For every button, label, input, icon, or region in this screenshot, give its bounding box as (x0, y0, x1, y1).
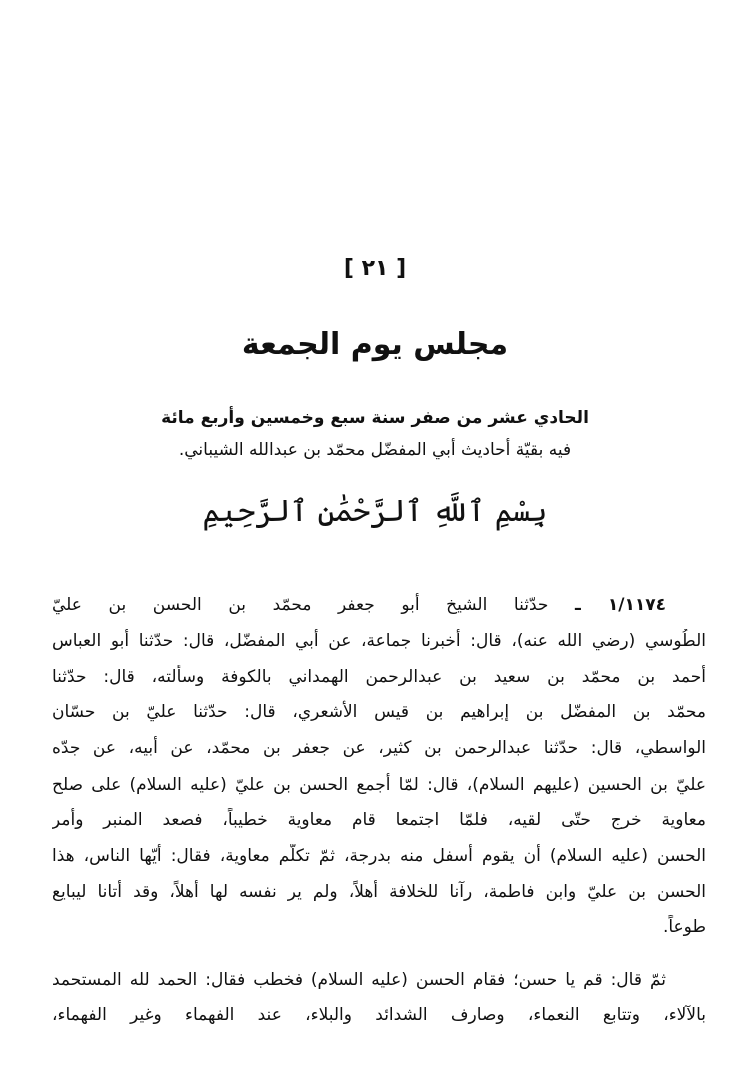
text-line: الحسن بن عليّ وابن فاطمة، رآنا للخلافة أهلاً، ولم ير نفسه لها أهلاً، وقد أتانا ليبايع (52, 882, 706, 902)
subtitle-description: فيه بقيّة أحاديث أبي المفضّل محمّد بن عبدالله الشيباني. (178, 440, 572, 460)
text-line (52, 593, 706, 617)
subtitle-date: الحادي عشر من صفر سنة سبع وخمسين وأربع مائة (161, 408, 589, 428)
line-text: حدّثنا الشيخ أبو جعفر محمّد بن الحسن بن عليّ (52, 595, 549, 615)
section-number: [ ٢١ ] (343, 256, 407, 281)
text-line: ثمّ قال: قم يا حسن؛ فقام الحسن (عليه السلام) فخطب فقال: الحمد لله المستحمد (52, 970, 666, 990)
text-line: طوعاً. (662, 917, 706, 937)
hadith-number: ١/١١٧٤ ـ (574, 595, 666, 615)
text-line: أحمد بن محمّد بن سعيد بن عبدالرحمن الهمداني بالكوفة وسألته، قال: حدّثنا (52, 667, 706, 687)
text-line: معاوية خرج حتّى لقيه، فلمّا اجتمعا قام معاوية خطيباً، فصعد المنبر وأمر (52, 810, 706, 830)
page-title: مجلس يوم الجمعة (241, 327, 509, 362)
text-line: الحسن (عليه السلام) أن يقوم أسفل منه بدرجة، ثمّ تكلّم معاوية، فقال: أيّها الناس، هذا (52, 846, 706, 866)
text-line: الواسطي، قال: حدّثنا عبدالرحمن بن كثير، عن جعفر بن محمّد، عن أبيه، عن جدّه (52, 738, 706, 758)
text-line: الطُوسي (رضي الله عنه)، قال: أخبرنا جماعة، عن أبي المفضّل، قال: حدّثنا أبو العباس (52, 631, 706, 651)
text-line: بالآلاء، وتتابع النعماء، وصارف الشدائد والبلاء، عند الفهماء وغير الفهماء، (52, 1005, 706, 1025)
basmala: بِسْمِ ٱللَّهِ ٱلرَّحْمَٰنِ ٱلرَّحِيمِ (202, 494, 548, 529)
text-line: عليّ بن الحسين (عليهم السلام)، قال: لمّا أجمع الحسن بن عليّ (عليه السلام) على صلح (52, 775, 706, 795)
text-line: محمّد بن المفضّل بن إبراهيم بن قيس الأشعري، قال: حدّثنا عليّ بن حسّان (52, 702, 706, 722)
